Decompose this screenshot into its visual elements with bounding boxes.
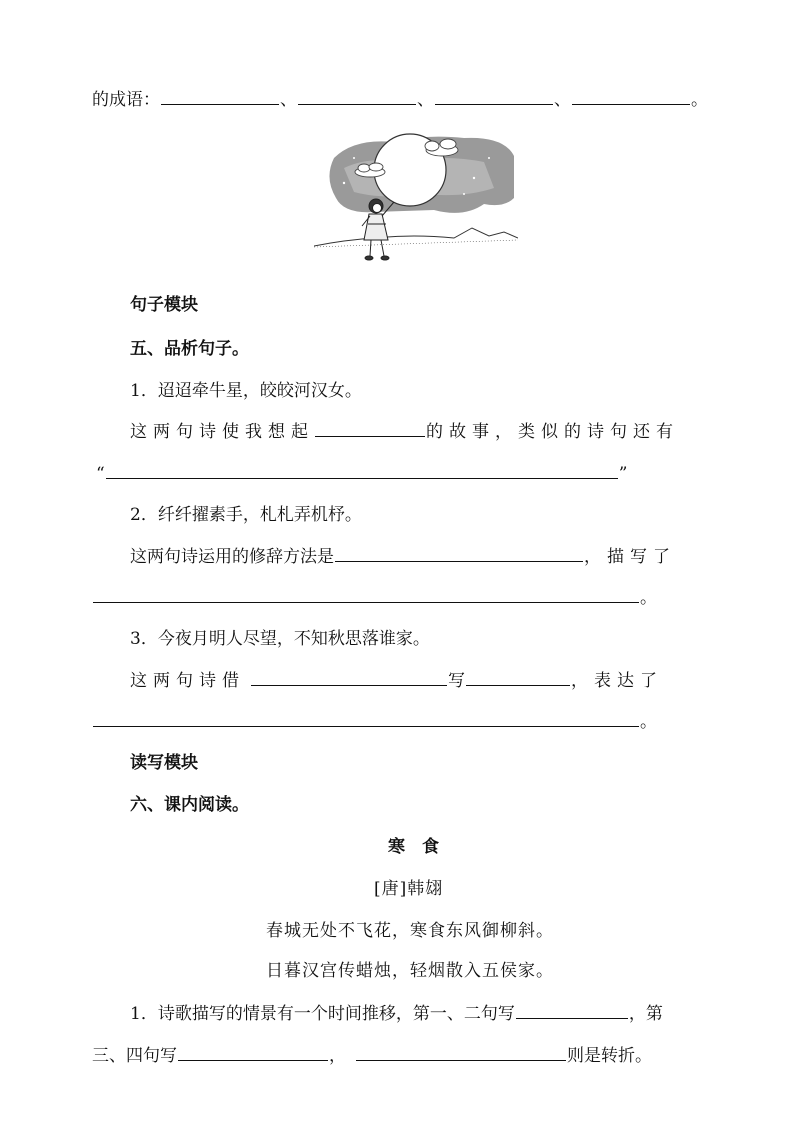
q5-item1-blank-story[interactable] [315, 418, 425, 437]
poem-line-1: 春城无处不飞花，寒食东风御柳斜。 [266, 921, 554, 941]
quote-close: ” [618, 464, 628, 484]
read-write-module-heading: 读写模块 [130, 753, 198, 773]
q5-item1-text-b: 的故事，类似的诗句还有 [426, 422, 679, 442]
q5-item2-text-a: 这两句诗运用的修辞方法是 [130, 547, 334, 567]
q5-item2-text-b: ，描写了 [584, 547, 676, 567]
separator: 、 [554, 90, 571, 110]
poem-line-2: 日暮汉宫传蜡烛，轻烟散入五侯家。 [266, 961, 554, 981]
q5-item2-blank-rhetoric[interactable] [335, 543, 583, 562]
girl-moon-illustration [314, 128, 518, 274]
idiom-blank-1[interactable] [161, 86, 279, 105]
q6-item1-blank-third[interactable] [356, 1042, 566, 1061]
q6-title: 六、课内阅读。 [130, 795, 249, 815]
q5-item3-sentence: 3．今夜月明人尽望，不知秋思落谁家。 [130, 629, 430, 649]
q5-item2-answer-line [92, 584, 657, 611]
q5-item3-question [130, 667, 663, 694]
q5-item1-quote-line [96, 460, 627, 487]
q5-item2-question [130, 543, 676, 570]
period: 。 [691, 90, 708, 110]
q5-item1-sentence: 1．迢迢牵牛星，皎皎河汉女。 [130, 381, 362, 401]
idiom-blank-3[interactable] [435, 86, 553, 105]
q5-item3-text-a: 这两句诗借 [130, 671, 245, 691]
quote-open: “ [96, 464, 105, 484]
q5-item1-question [130, 418, 679, 445]
q6-item1-text-c: 三、四句写 [92, 1046, 177, 1066]
q6-item1-text-e: 则是转折。 [567, 1046, 652, 1066]
q5-item3-blank-express[interactable] [93, 708, 639, 727]
poem-title: 寒 食 [388, 837, 439, 857]
q5-item3-answer-line [92, 708, 657, 735]
separator: 、 [417, 90, 434, 110]
idiom-blank-2[interactable] [298, 86, 416, 105]
q5-item2-sentence: 2．纤纤擢素手，札札弄机杼。 [130, 505, 362, 525]
period: 。 [640, 588, 657, 608]
q5-item1-blank-quote[interactable] [106, 460, 618, 479]
q6-item1-line1 [130, 1000, 663, 1027]
idiom-blank-4[interactable] [572, 86, 690, 105]
q6-item1-text-a: 1．诗歌描写的情景有一个时间推移，第一、二句写 [130, 1004, 515, 1024]
period: 。 [640, 712, 657, 732]
q5-item3-text-b: 写 [448, 671, 465, 691]
poem-author: [唐]韩翃 [374, 879, 444, 899]
q5-item3-text-c: ，表达了 [571, 671, 663, 691]
idiom-prefix: 的成语： [92, 90, 160, 110]
q6-item1-text-d: ， [329, 1046, 346, 1066]
sentence-module-heading: 句子模块 [130, 295, 198, 315]
q6-item1-blank-second[interactable] [178, 1042, 328, 1061]
q5-item3-blank-subject[interactable] [466, 667, 570, 686]
q6-item1-line2 [92, 1042, 652, 1069]
q5-title: 五、品析句子。 [130, 339, 249, 359]
q5-item3-blank-object[interactable] [251, 667, 447, 686]
idiom-line [92, 86, 708, 113]
q5-item2-blank-describe[interactable] [93, 584, 639, 603]
q5-item1-text-a: 这两句诗使我想起 [130, 422, 314, 442]
q6-item1-text-b: ，第 [628, 1004, 663, 1024]
q6-item1-blank-first[interactable] [516, 1000, 628, 1019]
separator: 、 [280, 90, 297, 110]
